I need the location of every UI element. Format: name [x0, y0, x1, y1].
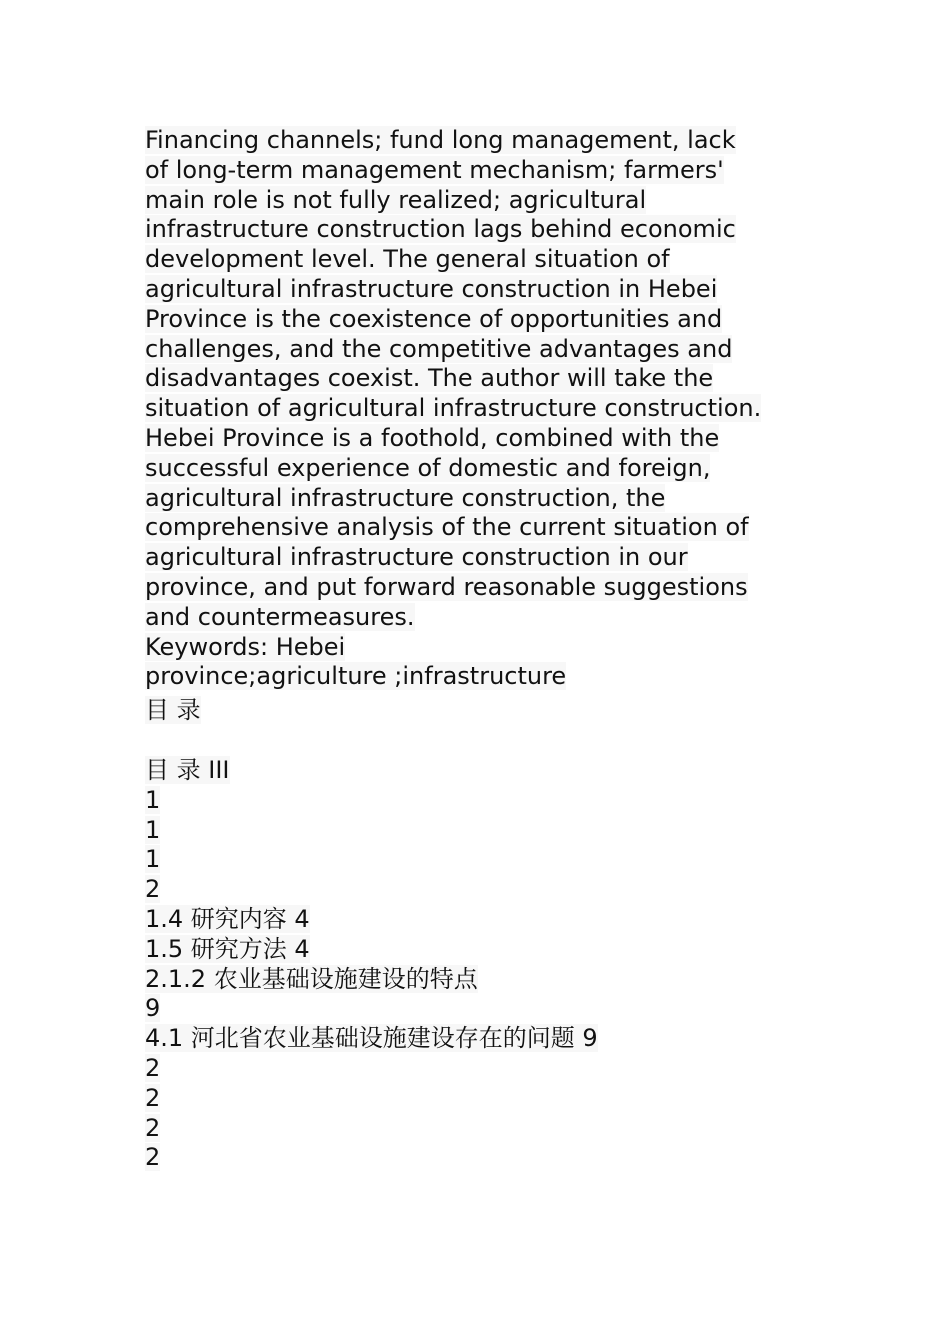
abstract-line: development level. The general situation of [145, 245, 670, 274]
keywords-line: province;agriculture ;infrastructure [145, 662, 567, 691]
toc-entry[interactable]: 2 [145, 1143, 161, 1172]
toc-entry[interactable]: 1.4 研究内容 4 [145, 904, 310, 933]
toc-entry[interactable]: 2 [145, 1083, 161, 1112]
abstract-line: of long-term management mechanism; farmers' [145, 155, 724, 184]
toc-entry[interactable]: 1.5 研究方法 4 [145, 934, 310, 963]
abstract-line: Province is the coexistence of opportunities and [145, 304, 723, 333]
abstract-line: agricultural infrastructure construction in Hebei [145, 274, 718, 303]
toc-entry[interactable]: 9 [145, 994, 161, 1023]
abstract-line: agricultural infrastructure construction in our [145, 543, 688, 572]
abstract-line: main role is not fully realized; agricultural [145, 185, 647, 214]
abstract-line: challenges, and the competitive advantages and [145, 334, 733, 363]
abstract-line: Financing channels; fund long management, lack [145, 126, 736, 154]
toc-entry[interactable]: 2 [145, 875, 161, 904]
keywords [145, 633, 825, 693]
toc-entry[interactable]: 4.1 河北省农业基础设施建设存在的问题 9 [145, 1024, 598, 1053]
toc-entry[interactable]: 2 [145, 1113, 161, 1142]
toc-entry[interactable]: 2 [145, 1053, 161, 1082]
toc-heading: 目 录 [145, 696, 201, 725]
abstract-line: province, and put forward reasonable suggestions [145, 572, 748, 601]
toc-entry[interactable]: 目 录 III [145, 755, 230, 784]
abstract-line: comprehensive analysis of the current situation of [145, 513, 749, 542]
abstract-line: successful experience of domestic and foreign, [145, 453, 711, 482]
abstract-line: and countermeasures. [145, 602, 415, 631]
abstract-line: Hebei Province is a foothold, combined with the [145, 423, 720, 452]
abstract-line: agricultural infrastructure construction, the [145, 483, 666, 512]
abstract-line: situation of agricultural infrastructure construction. [145, 394, 762, 423]
toc-entry[interactable]: 1 [145, 815, 161, 844]
keywords-line: Keywords: Hebei [145, 632, 346, 661]
toc-entry[interactable]: 1 [145, 785, 161, 814]
toc-entry[interactable]: 1 [145, 845, 161, 874]
abstract-line: disadvantages coexist. The author will take the [145, 364, 714, 393]
document-page [145, 126, 825, 1173]
toc-entry[interactable]: 2.1.2 农业基础设施建设的特点 [145, 964, 478, 993]
abstract-paragraph [145, 126, 825, 633]
table-of-contents [145, 756, 825, 1173]
abstract-line: infrastructure construction lags behind economic [145, 215, 736, 244]
